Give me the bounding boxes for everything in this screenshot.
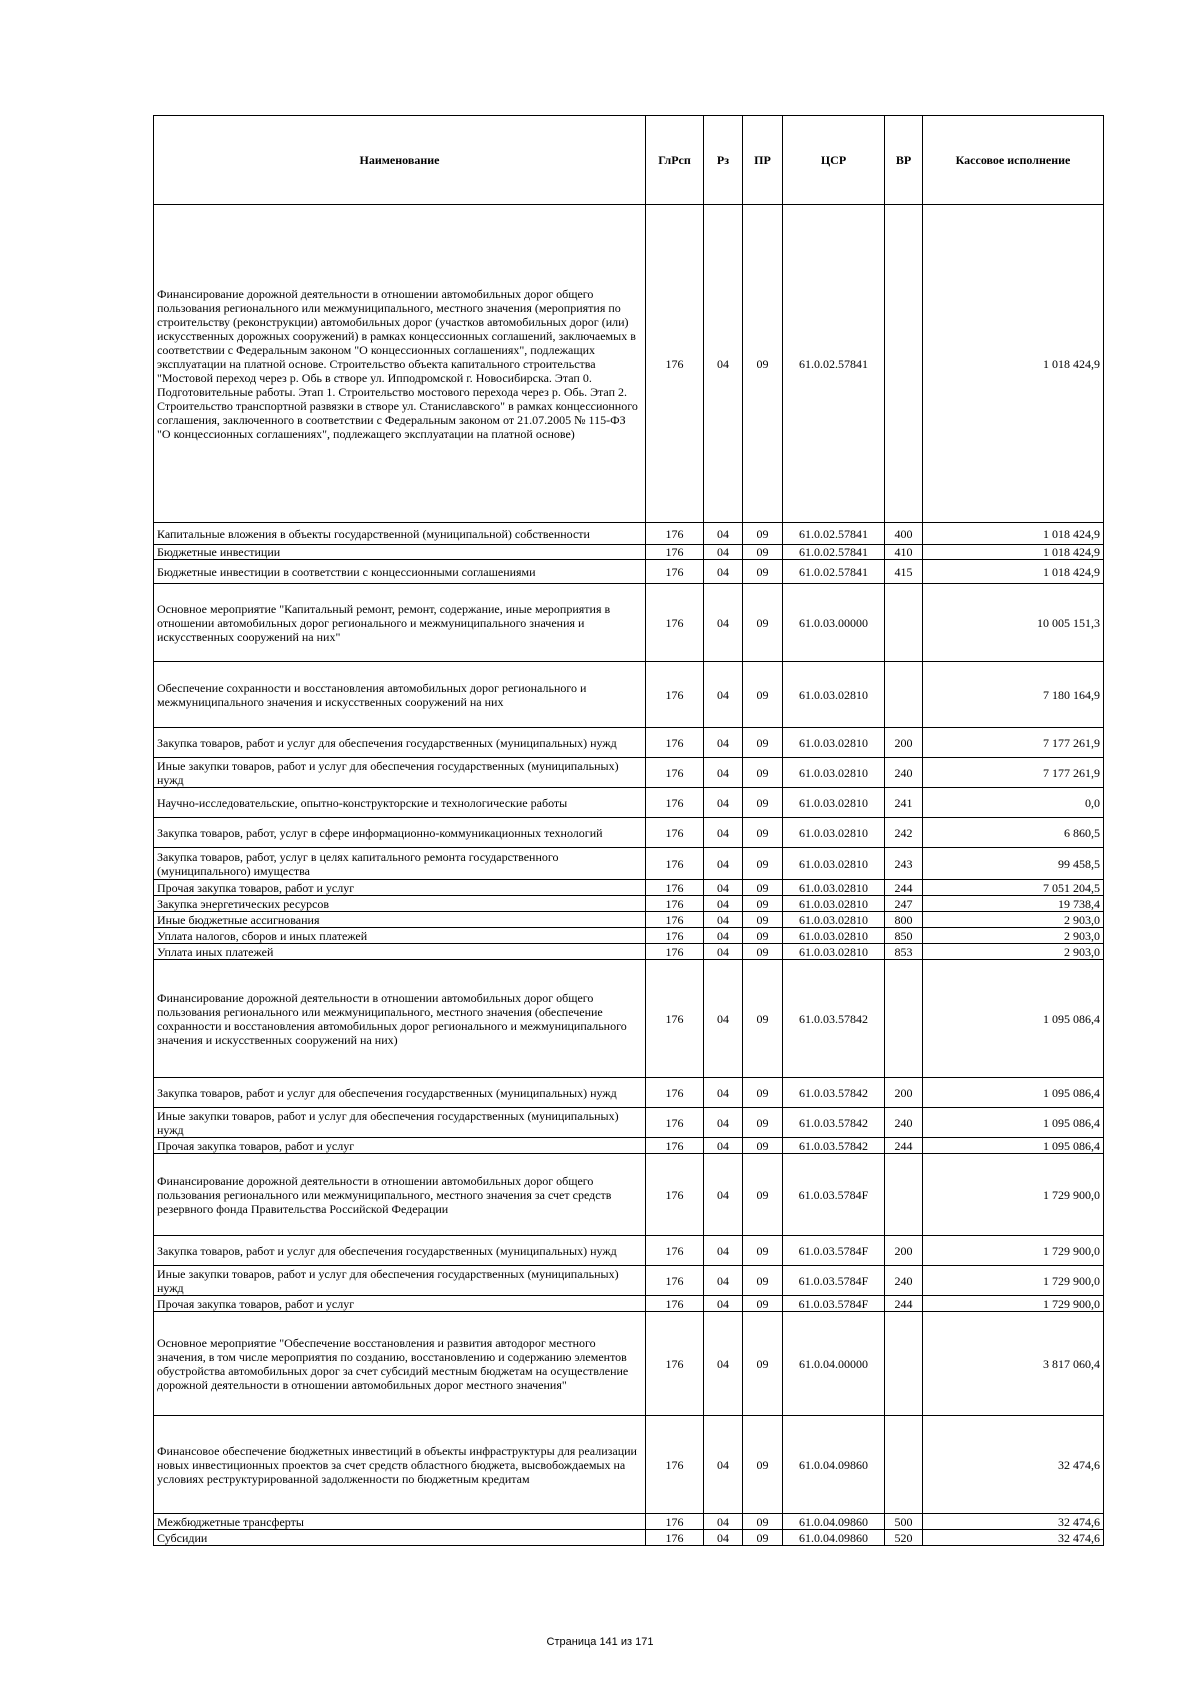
cell-amount: 1 018 424,9 [923, 545, 1104, 560]
cell-pr: 09 [743, 928, 783, 944]
cell-grp: 176 [646, 1514, 704, 1530]
cell-name: Прочая закупка товаров, работ и услуг [154, 1138, 646, 1154]
cell-amount: 10 005 151,3 [923, 584, 1104, 662]
cell-name: Капитальные вложения в объекты государственной (муниципальной) собственности [154, 523, 646, 545]
table-row [154, 662, 1104, 728]
cell-name: Закупка товаров, работ и услуг для обеспечения государственных (муниципальных) нужд [154, 1078, 646, 1108]
cell-amount: 1 095 086,4 [923, 960, 1104, 1078]
cell-grp: 176 [646, 1108, 704, 1138]
cell-vr: 850 [885, 928, 923, 944]
cell-name: Межбюджетные трансферты [154, 1514, 646, 1530]
cell-grp: 176 [646, 205, 704, 523]
cell-rz: 04 [704, 1078, 743, 1108]
cell-csr: 61.0.03.02810 [783, 928, 885, 944]
cell-name: Иные закупки товаров, работ и услуг для обеспечения государственных (муниципальных) нужд [154, 1266, 646, 1296]
table-row [154, 960, 1104, 1078]
cell-name: Субсидии [154, 1530, 646, 1546]
cell-grp: 176 [646, 523, 704, 545]
cell-vr [885, 960, 923, 1078]
cell-amount: 99 458,5 [923, 848, 1104, 880]
table-row [154, 1266, 1104, 1296]
table-row [154, 1154, 1104, 1236]
cell-grp: 176 [646, 1312, 704, 1416]
cell-grp: 176 [646, 880, 704, 896]
cell-pr: 09 [743, 848, 783, 880]
cell-pr: 09 [743, 1236, 783, 1266]
table-row [154, 896, 1104, 912]
header-grp: ГлРсп [646, 116, 704, 205]
cell-grp: 176 [646, 1078, 704, 1108]
cell-pr: 09 [743, 1514, 783, 1530]
cell-vr: 853 [885, 944, 923, 960]
cell-grp: 176 [646, 728, 704, 758]
cell-rz: 04 [704, 1236, 743, 1266]
cell-vr: 240 [885, 1266, 923, 1296]
cell-name: Основное мероприятие "Капитальный ремонт, ремонт, содержание, иные мероприятия в отношении автомобильных дорог регионального и межмуниципального значения и искусственных сооружений на них" [154, 584, 646, 662]
cell-rz: 04 [704, 545, 743, 560]
cell-vr [885, 1416, 923, 1514]
cell-vr: 244 [885, 1138, 923, 1154]
cell-rz: 04 [704, 1138, 743, 1154]
cell-amount: 7 051 204,5 [923, 880, 1104, 896]
table-row [154, 758, 1104, 788]
cell-grp: 176 [646, 1296, 704, 1312]
table-row [154, 944, 1104, 960]
cell-name: Финансовое обеспечение бюджетных инвестиций в объекты инфраструктуры для реализации новых инвестиционных проектов за счет средств областного бюджета, высвобождаемых на условиях реструктурированной задолженности по бюджетным кредитам [154, 1416, 646, 1514]
cell-grp: 176 [646, 560, 704, 584]
header-rz: Рз [704, 116, 743, 205]
cell-amount: 2 903,0 [923, 944, 1104, 960]
table-row [154, 1312, 1104, 1416]
cell-rz: 04 [704, 944, 743, 960]
cell-name: Прочая закупка товаров, работ и услуг [154, 1296, 646, 1312]
cell-amount: 32 474,6 [923, 1514, 1104, 1530]
table-row [154, 1296, 1104, 1312]
cell-pr: 09 [743, 545, 783, 560]
cell-amount: 1 018 424,9 [923, 523, 1104, 545]
cell-rz: 04 [704, 928, 743, 944]
cell-amount: 1 729 900,0 [923, 1236, 1104, 1266]
cell-amount: 1 018 424,9 [923, 560, 1104, 584]
cell-pr: 09 [743, 560, 783, 584]
cell-rz: 04 [704, 1108, 743, 1138]
cell-rz: 04 [704, 662, 743, 728]
table-row [154, 788, 1104, 818]
cell-rz: 04 [704, 523, 743, 545]
cell-csr: 61.0.03.5784F [783, 1266, 885, 1296]
cell-grp: 176 [646, 912, 704, 928]
cell-name: Закупка товаров, работ, услуг в целях капитального ремонта государственного (муниципального) имущества [154, 848, 646, 880]
cell-vr: 240 [885, 1108, 923, 1138]
cell-pr: 09 [743, 1312, 783, 1416]
cell-rz: 04 [704, 818, 743, 848]
cell-grp: 176 [646, 662, 704, 728]
cell-grp: 176 [646, 928, 704, 944]
cell-grp: 176 [646, 896, 704, 912]
cell-name: Финансирование дорожной деятельности в отношении автомобильных дорог общего пользования регионального или межмуниципального, местного значения за счет средств резервного фонда Правительства Российской Федерации [154, 1154, 646, 1236]
table-row [154, 1138, 1104, 1154]
cell-csr: 61.0.04.09860 [783, 1514, 885, 1530]
cell-pr: 09 [743, 912, 783, 928]
cell-name: Основное мероприятие "Обеспечение восстановления и развития автодорог местного значения, в том числе мероприятия по созданию, восстановлению и содержанию элементов обустройства автомобильных дорог за счет субсидий местным бюджетам на осуществление дорожной деятельности в отношении автомобильных дорог местного значения" [154, 1312, 646, 1416]
cell-rz: 04 [704, 1296, 743, 1312]
cell-csr: 61.0.02.57841 [783, 545, 885, 560]
cell-pr: 09 [743, 960, 783, 1078]
cell-name: Уплата иных платежей [154, 944, 646, 960]
cell-grp: 176 [646, 545, 704, 560]
cell-amount: 7 177 261,9 [923, 758, 1104, 788]
cell-amount: 1 095 086,4 [923, 1138, 1104, 1154]
table-row [154, 584, 1104, 662]
cell-pr: 09 [743, 1296, 783, 1312]
cell-vr: 800 [885, 912, 923, 928]
cell-csr: 61.0.03.5784F [783, 1296, 885, 1312]
cell-amount: 3 817 060,4 [923, 1312, 1104, 1416]
cell-rz: 04 [704, 1514, 743, 1530]
cell-csr: 61.0.03.02810 [783, 896, 885, 912]
table-row [154, 928, 1104, 944]
page-number: Страница 141 из 171 [546, 1636, 654, 1648]
cell-name: Иные закупки товаров, работ и услуг для обеспечения государственных (муниципальных) нужд [154, 758, 646, 788]
cell-csr: 61.0.03.02810 [783, 788, 885, 818]
cell-amount: 7 180 164,9 [923, 662, 1104, 728]
cell-pr: 09 [743, 584, 783, 662]
table-row [154, 912, 1104, 928]
budget-table [153, 115, 1104, 1546]
table-row [154, 205, 1104, 523]
cell-pr: 09 [743, 1530, 783, 1546]
cell-vr: 415 [885, 560, 923, 584]
cell-amount: 1 729 900,0 [923, 1296, 1104, 1312]
cell-vr: 240 [885, 758, 923, 788]
cell-name: Иные бюджетные ассигнования [154, 912, 646, 928]
cell-amount: 1 018 424,9 [923, 205, 1104, 523]
cell-csr: 61.0.03.02810 [783, 912, 885, 928]
cell-rz: 04 [704, 848, 743, 880]
cell-csr: 61.0.03.57842 [783, 1108, 885, 1138]
cell-pr: 09 [743, 1416, 783, 1514]
cell-amount: 1 729 900,0 [923, 1266, 1104, 1296]
cell-name: Уплата налогов, сборов и иных платежей [154, 928, 646, 944]
cell-vr: 242 [885, 818, 923, 848]
cell-amount: 2 903,0 [923, 928, 1104, 944]
cell-pr: 09 [743, 818, 783, 848]
cell-pr: 09 [743, 758, 783, 788]
cell-amount: 32 474,6 [923, 1530, 1104, 1546]
cell-rz: 04 [704, 584, 743, 662]
cell-amount: 1 095 086,4 [923, 1078, 1104, 1108]
cell-amount: 0,0 [923, 788, 1104, 818]
table-row [154, 560, 1104, 584]
cell-vr: 241 [885, 788, 923, 818]
cell-amount: 32 474,6 [923, 1416, 1104, 1514]
header-csr: ЦСР [783, 116, 885, 205]
cell-amount: 2 903,0 [923, 912, 1104, 928]
table-row [154, 1514, 1104, 1530]
cell-rz: 04 [704, 1154, 743, 1236]
table-row [154, 1078, 1104, 1108]
cell-csr: 61.0.02.57841 [783, 205, 885, 523]
table-row [154, 1108, 1104, 1138]
cell-csr: 61.0.03.02810 [783, 818, 885, 848]
cell-csr: 61.0.03.5784F [783, 1154, 885, 1236]
cell-csr: 61.0.03.02810 [783, 758, 885, 788]
cell-grp: 176 [646, 818, 704, 848]
cell-vr: 200 [885, 1078, 923, 1108]
cell-grp: 176 [646, 1416, 704, 1514]
cell-name: Обеспечение сохранности и восстановления автомобильных дорог регионального и межмуниципального значения и искусственных сооружений на них [154, 662, 646, 728]
cell-vr: 500 [885, 1514, 923, 1530]
cell-vr: 243 [885, 848, 923, 880]
cell-csr: 61.0.03.02810 [783, 848, 885, 880]
cell-csr: 61.0.04.09860 [783, 1530, 885, 1546]
cell-vr: 200 [885, 1236, 923, 1266]
cell-pr: 09 [743, 880, 783, 896]
cell-csr: 61.0.03.57842 [783, 1138, 885, 1154]
cell-pr: 09 [743, 1154, 783, 1236]
cell-pr: 09 [743, 788, 783, 818]
cell-grp: 176 [646, 1266, 704, 1296]
cell-grp: 176 [646, 848, 704, 880]
cell-name: Закупка товаров, работ и услуг для обеспечения государственных (муниципальных) нужд [154, 1236, 646, 1266]
cell-name: Финансирование дорожной деятельности в отношении автомобильных дорог общего пользования регионального или межмуниципального, местного значения (мероприятия по строительству (реконструкции) автомобильных дорог (участков автомобильных дорог (или) искусственных дорожных сооружений) в рамках концессионных соглашений, заключаемых в соответствии с Федеральным законом "О концессионных соглашениях", подлежащих эксплуатации на платной основе. Строительство объекта капитального строительства "Мостовой переход через р. Обь в створе ул. Ипподромской г. Новосибирска. Этап 0. Подготовительные работы. Этап 1. Строительство мостового перехода через р. Обь. Этап 2. Строительство транспортной развязки в створе ул. Станиславского" в рамках концессионного соглашения, заключенного в соответствии с Федеральным законом от 21.07.2005 № 115-ФЗ "О концессионных соглашениях", подлежащего эксплуатации на платной основе) [154, 205, 646, 523]
cell-rz: 04 [704, 205, 743, 523]
cell-grp: 176 [646, 1154, 704, 1236]
table-row [154, 523, 1104, 545]
cell-csr: 61.0.02.57841 [783, 523, 885, 545]
cell-csr: 61.0.04.09860 [783, 1416, 885, 1514]
cell-name: Бюджетные инвестиции в соответствии с концессионными соглашениями [154, 560, 646, 584]
cell-name: Закупка товаров, работ, услуг в сфере информационно-коммуникационных технологий [154, 818, 646, 848]
cell-grp: 176 [646, 944, 704, 960]
cell-amount: 6 860,5 [923, 818, 1104, 848]
cell-vr: 200 [885, 728, 923, 758]
cell-rz: 04 [704, 896, 743, 912]
cell-vr [885, 662, 923, 728]
cell-name: Закупка энергетических ресурсов [154, 896, 646, 912]
cell-rz: 04 [704, 758, 743, 788]
cell-csr: 61.0.03.02810 [783, 944, 885, 960]
table-row [154, 1236, 1104, 1266]
table-row [154, 728, 1104, 758]
cell-vr: 520 [885, 1530, 923, 1546]
cell-rz: 04 [704, 1416, 743, 1514]
table-row [154, 818, 1104, 848]
cell-csr: 61.0.04.00000 [783, 1312, 885, 1416]
cell-rz: 04 [704, 1312, 743, 1416]
cell-csr: 61.0.03.57842 [783, 1078, 885, 1108]
header-vr: ВР [885, 116, 923, 205]
cell-csr: 61.0.02.57841 [783, 560, 885, 584]
cell-vr [885, 584, 923, 662]
cell-grp: 176 [646, 1530, 704, 1546]
cell-rz: 04 [704, 912, 743, 928]
cell-pr: 09 [743, 1138, 783, 1154]
cell-rz: 04 [704, 1530, 743, 1546]
cell-grp: 176 [646, 758, 704, 788]
cell-pr: 09 [743, 896, 783, 912]
cell-pr: 09 [743, 662, 783, 728]
cell-name: Иные закупки товаров, работ и услуг для обеспечения государственных (муниципальных) нужд [154, 1108, 646, 1138]
cell-rz: 04 [704, 560, 743, 584]
cell-rz: 04 [704, 728, 743, 758]
cell-csr: 61.0.03.57842 [783, 960, 885, 1078]
cell-rz: 04 [704, 788, 743, 818]
cell-pr: 09 [743, 1266, 783, 1296]
cell-name: Научно-исследовательские, опытно-конструкторские и технологические работы [154, 788, 646, 818]
cell-amount: 1 095 086,4 [923, 1108, 1104, 1138]
cell-vr: 244 [885, 880, 923, 896]
cell-amount: 19 738,4 [923, 896, 1104, 912]
cell-rz: 04 [704, 880, 743, 896]
cell-vr: 400 [885, 523, 923, 545]
table-header-row [154, 116, 1104, 205]
cell-grp: 176 [646, 960, 704, 1078]
header-amount: Кассовое исполнение [923, 116, 1104, 205]
cell-vr: 244 [885, 1296, 923, 1312]
cell-pr: 09 [743, 523, 783, 545]
cell-csr: 61.0.03.02810 [783, 662, 885, 728]
cell-pr: 09 [743, 205, 783, 523]
cell-name: Бюджетные инвестиции [154, 545, 646, 560]
cell-vr [885, 1154, 923, 1236]
cell-vr: 247 [885, 896, 923, 912]
cell-csr: 61.0.03.00000 [783, 584, 885, 662]
cell-pr: 09 [743, 728, 783, 758]
cell-name: Прочая закупка товаров, работ и услуг [154, 880, 646, 896]
cell-rz: 04 [704, 1266, 743, 1296]
cell-pr: 09 [743, 1108, 783, 1138]
table-row [154, 848, 1104, 880]
cell-pr: 09 [743, 944, 783, 960]
table-row [154, 545, 1104, 560]
cell-grp: 176 [646, 584, 704, 662]
cell-csr: 61.0.03.5784F [783, 1236, 885, 1266]
table-row [154, 1416, 1104, 1514]
header-pr: ПР [743, 116, 783, 205]
cell-name: Финансирование дорожной деятельности в отношении автомобильных дорог общего пользования регионального или межмуниципального, местного значения (обеспечение сохранности и восстановления автомобильных дорог регионального и межмуниципального значения и искусственных сооружений на них) [154, 960, 646, 1078]
cell-grp: 176 [646, 1236, 704, 1266]
cell-name: Закупка товаров, работ и услуг для обеспечения государственных (муниципальных) нужд [154, 728, 646, 758]
cell-vr [885, 205, 923, 523]
table-row [154, 880, 1104, 896]
cell-rz: 04 [704, 960, 743, 1078]
cell-csr: 61.0.03.02810 [783, 728, 885, 758]
cell-grp: 176 [646, 788, 704, 818]
cell-amount: 1 729 900,0 [923, 1154, 1104, 1236]
cell-vr [885, 1312, 923, 1416]
header-name: Наименование [154, 116, 646, 205]
cell-csr: 61.0.03.02810 [783, 880, 885, 896]
cell-amount: 7 177 261,9 [923, 728, 1104, 758]
table-row [154, 1530, 1104, 1546]
cell-pr: 09 [743, 1078, 783, 1108]
cell-vr: 410 [885, 545, 923, 560]
cell-grp: 176 [646, 1138, 704, 1154]
